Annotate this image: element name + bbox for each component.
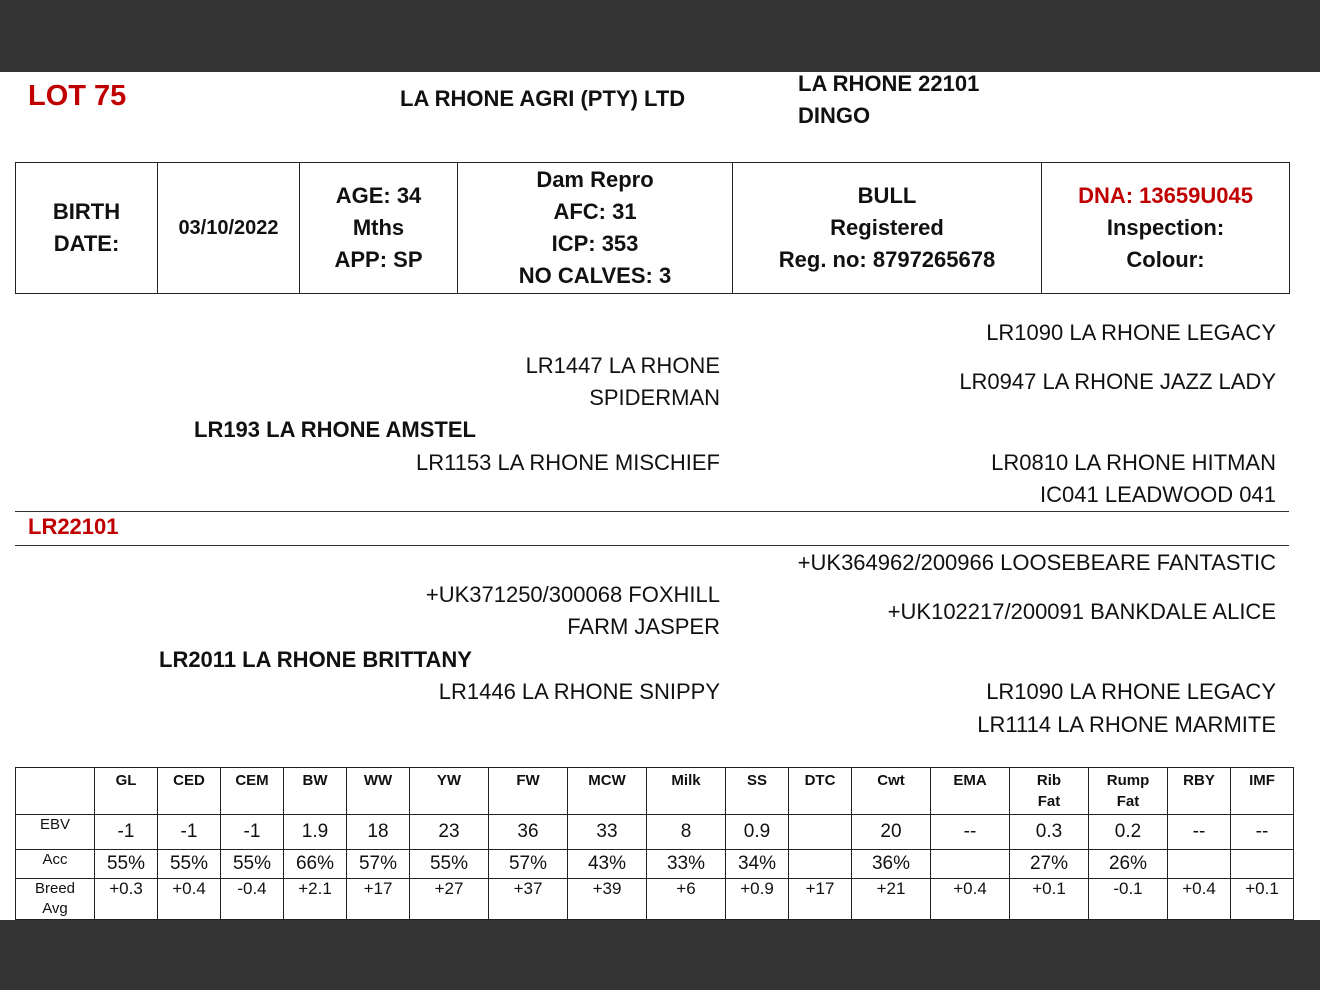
ebv-value-cell: --	[1168, 815, 1231, 850]
ebv-value-cell: +0.9	[726, 879, 789, 920]
ebv-value-cell	[931, 850, 1010, 879]
age-unit: Mths	[352, 215, 405, 240]
no-calves: NO CALVES: 3	[518, 263, 672, 288]
icp: ICP: 353	[551, 231, 639, 256]
ebv-value-cell: --	[931, 815, 1010, 850]
ebv-header-cell	[726, 768, 789, 815]
ebv-value-cell: +6	[647, 879, 726, 920]
ebv-header-text: Cwt	[877, 772, 905, 789]
ebv-header-text: YW	[436, 772, 462, 789]
ebv-value-cell: --	[1231, 815, 1294, 850]
info-table	[15, 162, 1290, 294]
pedigree-dss: +UK364962/200966 LOOSEBEARE FANTASTIC	[797, 550, 1276, 575]
ebv-row-label	[16, 815, 95, 850]
ebv-value-cell: +0.1	[1010, 879, 1089, 920]
ebv-value-cell: +21	[852, 879, 931, 920]
ebv-header-text: Rib	[1036, 772, 1062, 789]
ebv-header-cell	[221, 768, 284, 815]
ebv-value-cell: 43%	[568, 850, 647, 879]
ebv-header-text: FW	[516, 772, 540, 789]
ebv-header-cell	[852, 768, 931, 815]
top-bar	[0, 0, 1320, 72]
animal-title	[798, 68, 979, 132]
ebv-header-text: Fat	[1037, 793, 1061, 810]
ebv-row-label	[16, 850, 95, 879]
ebv-data-row	[16, 879, 1294, 920]
ebv-header-cell	[410, 768, 489, 815]
ebv-value-cell: 33%	[647, 850, 726, 879]
ebv-value-cell: +17	[789, 879, 852, 920]
pedigree-ddd: LR1114 LA RHONE MARMITE	[977, 712, 1276, 737]
ebv-value-cell: +37	[489, 879, 568, 920]
ebv-header-text: SS	[746, 772, 767, 789]
ebv-value-cell: 0.9	[726, 815, 789, 850]
pedigree-dam-dam: LR1446 LA RHONE SNIPPY	[438, 679, 720, 704]
divider-top	[15, 511, 1289, 512]
ebv-value-cell: +0.4	[931, 879, 1010, 920]
sex: BULL	[857, 183, 917, 208]
pedigree-sds: LR0810 LA RHONE HITMAN	[991, 450, 1276, 475]
ebv-value-cell: 57%	[347, 850, 410, 879]
ebv-header-text: Milk	[671, 772, 701, 789]
ebv-value-cell: 18	[347, 815, 410, 850]
ebv-header-cell	[16, 768, 95, 815]
birth-label-line-2: DATE:	[53, 231, 120, 256]
ebv-value-cell: 55%	[158, 850, 221, 879]
ebv-header-cell	[1168, 768, 1231, 815]
ebv-row-label-text: EBV	[39, 816, 70, 833]
pedigree-sire-sire	[526, 350, 720, 414]
ebv-header-text: CED	[173, 772, 205, 789]
ebv-header-text: DTC	[804, 772, 836, 789]
inspection: Inspection:	[1106, 215, 1225, 240]
ebv-header-text: Fat	[1116, 793, 1140, 810]
ebv-value-cell	[789, 815, 852, 850]
ebv-header-row	[16, 768, 1294, 815]
pedigree-sire-dam: LR1153 LA RHONE MISCHIEF	[415, 450, 720, 475]
ebv-value-cell: 26%	[1089, 850, 1168, 879]
afc: AFC: 31	[553, 199, 637, 224]
age-cell	[300, 163, 458, 294]
ebv-header-cell	[1231, 768, 1294, 815]
colour: Colour:	[1126, 247, 1205, 272]
ebv-header-cell	[931, 768, 1010, 815]
ebv-header-text: EMA	[953, 772, 987, 789]
pedigree-dam-sire	[426, 579, 720, 643]
ebv-value-cell: -0.1	[1089, 879, 1168, 920]
ebv-value-cell: 8	[647, 815, 726, 850]
dam-repro-title: Dam Repro	[536, 167, 654, 192]
registration-cell	[733, 163, 1042, 294]
ebv-value-cell: 0.3	[1010, 815, 1089, 850]
pedigree-dds: LR1090 LA RHONE LEGACY	[986, 679, 1276, 704]
ebv-header-cell	[647, 768, 726, 815]
ebv-value-cell: +0.4	[158, 879, 221, 920]
ebv-header-cell	[158, 768, 221, 815]
pedigree-dam-sire-line-1: +UK371250/300068 FOXHILL	[425, 582, 720, 607]
breeder-name: LA RHONE AGRI (PTY) LTD	[400, 86, 686, 111]
ebv-header-cell	[489, 768, 568, 815]
ebv-value-cell: 66%	[284, 850, 347, 879]
ebv-header-cell	[347, 768, 410, 815]
ebv-value-cell: 20	[852, 815, 931, 850]
ebv-value-cell: 57%	[489, 850, 568, 879]
ebv-value-cell: +39	[568, 879, 647, 920]
ebv-header-text: MCW	[588, 772, 626, 789]
ebv-value-cell: 55%	[410, 850, 489, 879]
ebv-table	[15, 767, 1294, 920]
bottom-bar	[0, 920, 1320, 990]
pedigree-ssd: LR0947 LA RHONE JAZZ LADY	[959, 369, 1276, 394]
ebv-row-label-text: Breed	[34, 880, 76, 897]
pedigree-sire: LR193 LA RHONE AMSTEL	[194, 417, 476, 442]
registration-number: Reg. no: 8797265678	[778, 247, 996, 272]
ebv-row-label	[16, 879, 95, 920]
ebv-value-cell: +0.1	[1231, 879, 1294, 920]
ebv-value-cell: -1	[221, 815, 284, 850]
ebv-value-cell	[1231, 850, 1294, 879]
ebv-value-cell: -0.4	[221, 879, 284, 920]
registration-status: Registered	[830, 215, 944, 240]
ebv-value-cell: 36%	[852, 850, 931, 879]
animal-nickname: DINGO	[798, 103, 871, 128]
pedigree-dsd: +UK102217/200091 BANKDALE ALICE	[887, 599, 1276, 624]
pedigree-dam-sire-line-2: FARM JASPER	[567, 614, 720, 639]
ebv-header-text: Rump	[1106, 772, 1150, 789]
birth-label-line-1: BIRTH	[52, 199, 121, 224]
lot-number: LOT 75	[28, 80, 127, 112]
ebv-value-cell: +0.4	[1168, 879, 1231, 920]
pedigree-dam: LR2011 LA RHONE BRITTANY	[159, 647, 472, 672]
ebv-header-cell	[1010, 768, 1089, 815]
ebv-value-cell: 1.9	[284, 815, 347, 850]
ebv-value-cell: 0.2	[1089, 815, 1168, 850]
ebv-header-text: IMF	[1249, 772, 1275, 789]
ebv-value-cell: 27%	[1010, 850, 1089, 879]
ebv-header-text: WW	[363, 772, 393, 789]
ebv-header-cell	[789, 768, 852, 815]
pedigree-sdd: IC041 LEADWOOD 041	[1040, 482, 1276, 507]
birth-date-value: 03/10/2022	[158, 163, 300, 294]
app: APP: SP	[334, 247, 423, 272]
animal-name: LA RHONE 22101	[798, 71, 980, 96]
ebv-value-cell: +17	[347, 879, 410, 920]
ebv-value-cell: 55%	[221, 850, 284, 879]
ebv-value-cell: 36	[489, 815, 568, 850]
ebv-header-cell	[284, 768, 347, 815]
ebv-row-label-text: Acc	[42, 851, 68, 868]
dna-number: DNA: 13659U045	[1078, 183, 1253, 208]
ebv-value-cell: 34%	[726, 850, 789, 879]
pedigree-sire-sire-line-2: SPIDERMAN	[589, 385, 720, 410]
age: AGE: 34	[335, 183, 422, 208]
ebv-header-cell	[95, 768, 158, 815]
ebv-header-cell	[1089, 768, 1168, 815]
ebv-header-text: GL	[115, 772, 137, 789]
ebv-header-cell	[568, 768, 647, 815]
ebv-value-cell: -1	[158, 815, 221, 850]
ebv-value-cell: +2.1	[284, 879, 347, 920]
ebv-value-cell: -1	[95, 815, 158, 850]
ebv-header-text: RBY	[1183, 772, 1215, 789]
animal-id: LR22101	[28, 514, 119, 539]
ebv-data-row	[16, 815, 1294, 850]
pedigree-sss: LR1090 LA RHONE LEGACY	[986, 320, 1276, 345]
dam-repro-cell	[458, 163, 733, 294]
birth-date-label	[16, 163, 158, 294]
ebv-value-cell: 23	[410, 815, 489, 850]
ebv-data-row	[16, 850, 1294, 879]
ebv-value-cell	[789, 850, 852, 879]
ebv-value-cell	[1168, 850, 1231, 879]
ebv-value-cell: 33	[568, 815, 647, 850]
divider-bottom	[15, 545, 1289, 546]
ebv-value-cell: +27	[410, 879, 489, 920]
ebv-header-text: BW	[302, 772, 328, 789]
dna-cell	[1042, 163, 1290, 294]
ebv-row-label-text: Avg	[42, 900, 68, 917]
ebv-value-cell: +0.3	[95, 879, 158, 920]
pedigree-sire-sire-line-1: LR1447 LA RHONE	[525, 353, 720, 378]
ebv-value-cell: 55%	[95, 850, 158, 879]
ebv-header-text: CEM	[235, 772, 269, 789]
